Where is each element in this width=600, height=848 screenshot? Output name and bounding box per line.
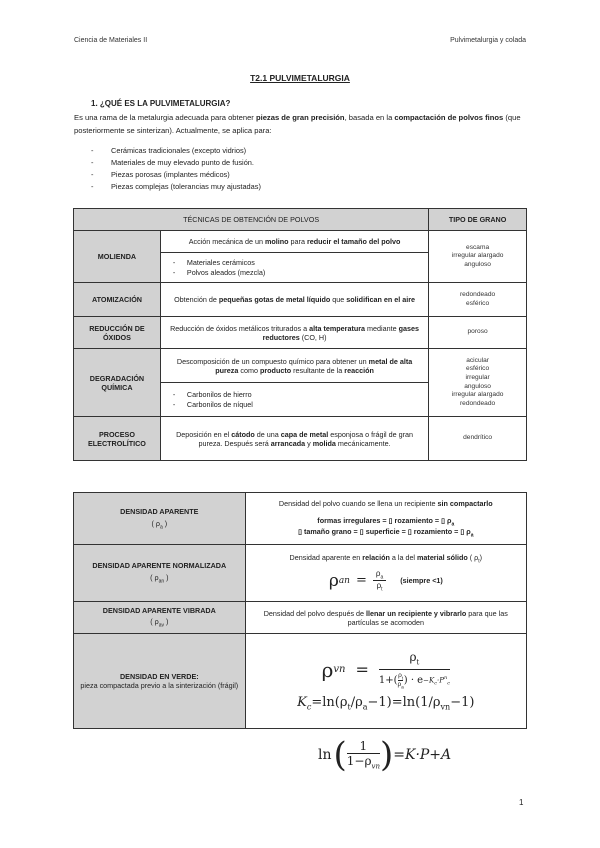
- row-densidad-aparente: DENSIDAD APARENTE ( $\rho_a$ ): [74, 493, 246, 545]
- section-heading: 1. ¿QUÉ ES LA PULVIMETALURGIA?: [91, 99, 231, 108]
- atomizacion-grain: redondeado esférico: [429, 283, 527, 317]
- electrolitico-grain: dendrítico: [429, 417, 527, 461]
- list-item: - Piezas complejas (tolerancias muy ajustadas): [91, 182, 261, 191]
- row-densidad-vibrada: DENSIDAD APARENTE VIBRADA ( $\rho_{av}$ ): [74, 602, 246, 634]
- table-header-grain: TIPO DE GRANO: [429, 209, 527, 231]
- molienda-desc: Acción mecánica de un molino para reducir el tamaño del polvo: [160, 231, 428, 253]
- table-header-techniques: TÉCNICAS DE OBTENCIÓN DE POLVOS: [74, 209, 429, 231]
- molienda-grain: escama irregular alargado anguloso: [429, 231, 527, 283]
- final-equation: ln ( 1 $1-\rho_{vn}$ ) =K·P+A: [318, 735, 452, 775]
- verde-formula: ρ vn = $\rho_t$ 1+( $\rho_t$ $\rho_a$ ) · e $-K_c\cdot P^n_c$ $K_c=\ln(\rho_t/\rho_a-1)=\ln(1/\rho_{vn}-1)$: [245, 634, 526, 729]
- row-reduccion: REDUCCIÓN DE ÓXIDOS: [74, 317, 161, 349]
- normalizada-formula: ρ an = $\frac{\rho_a}{\rho_t}$ (siempre <1): [328, 568, 443, 593]
- intro-paragraph: Es una rama de la metalurgia adecuada para obtener piezas de gran precisión, basada en la compactación de polvos finos (que posteriormente se sinterizan). Actualmente, se aplica para:: [74, 113, 521, 135]
- vibrada-desc: Densidad del polvo después de llenar un recipiente y vibrarlo para que las partículas se acomoden: [245, 602, 526, 634]
- degradacion-desc: Descomposición de un compuesto químico para obtener un metal de alta pureza como producto resultante de la reacción: [160, 349, 428, 383]
- header-left: Ciencia de Materiales II: [74, 37, 148, 44]
- density-table: [73, 492, 527, 729]
- kc-formula: $K_c=\ln(\rho_t/\rho_a-1)=\ln(1/\rho_{vn}-1)$: [297, 695, 475, 712]
- reduccion-grain: poroso: [429, 317, 527, 349]
- page-number: 1: [519, 798, 524, 807]
- row-densidad-verde: DENSIDAD EN VERDE: pieza compactada previo a la sinterización (frágil): [74, 634, 246, 729]
- molienda-items: - Materiales cerámicos - Polvos aleados (mezcla): [160, 253, 428, 283]
- reduccion-desc: Reducción de óxidos metálicos triturados a alta temperatura mediante gases reductores (CO, H): [160, 317, 428, 349]
- degradacion-items: - Carbonilos de hierro - Carbonilos de níquel: [160, 383, 428, 417]
- row-atomizacion: ATOMIZACIÓN: [74, 283, 161, 317]
- powder-techniques-table: [73, 208, 527, 461]
- list-item: - Materiales de muy elevado punto de fusión.: [91, 158, 254, 167]
- row-electrolitico: PROCESO ELECTROLÍTICO: [74, 417, 161, 461]
- row-degradacion: DEGRADACIÓN QUÍMICA: [74, 349, 161, 417]
- list-item: - Cerámicas tradicionales (excepto vidrios): [91, 146, 247, 155]
- normalizada-desc: Densidad aparente en relación a la del material sólido ( $\rho_t$) ρ an = $\frac{\rho_a}{\rho_t}$ (siempre <1): [245, 545, 526, 602]
- row-densidad-normalizada: DENSIDAD APARENTE NORMALIZADA ( $\rho_{an}$ ): [74, 545, 246, 602]
- atomizacion-desc: Obtención de pequeñas gotas de metal líquido que solidifican en el aire: [160, 283, 428, 317]
- list-item: - Piezas porosas (implantes médicos): [91, 170, 230, 179]
- degradacion-grain: acicular esférico irregular anguloso irregular alargado redondeado: [429, 349, 527, 417]
- row-molienda: MOLIENDA: [74, 231, 161, 283]
- aparente-desc: Densidad del polvo cuando se llena un recipiente sin compactarlo formas irregulares = ▯ rozamiento = ▯ $\rho_a$ ▯ tamaño grano = ▯ superficie = ▯ rozamiento = ▯ $\rho_a$: [245, 493, 526, 545]
- electrolitico-desc: Deposición en el cátodo de una capa de metal esponjosa o frágil de gran pureza. Después será arrancada y molida mecánicamente.: [160, 417, 428, 461]
- page-title: T2.1 PULVIMETALURGIA: [250, 73, 350, 83]
- header-right: Pulvimetalurgia y colada: [450, 37, 526, 44]
